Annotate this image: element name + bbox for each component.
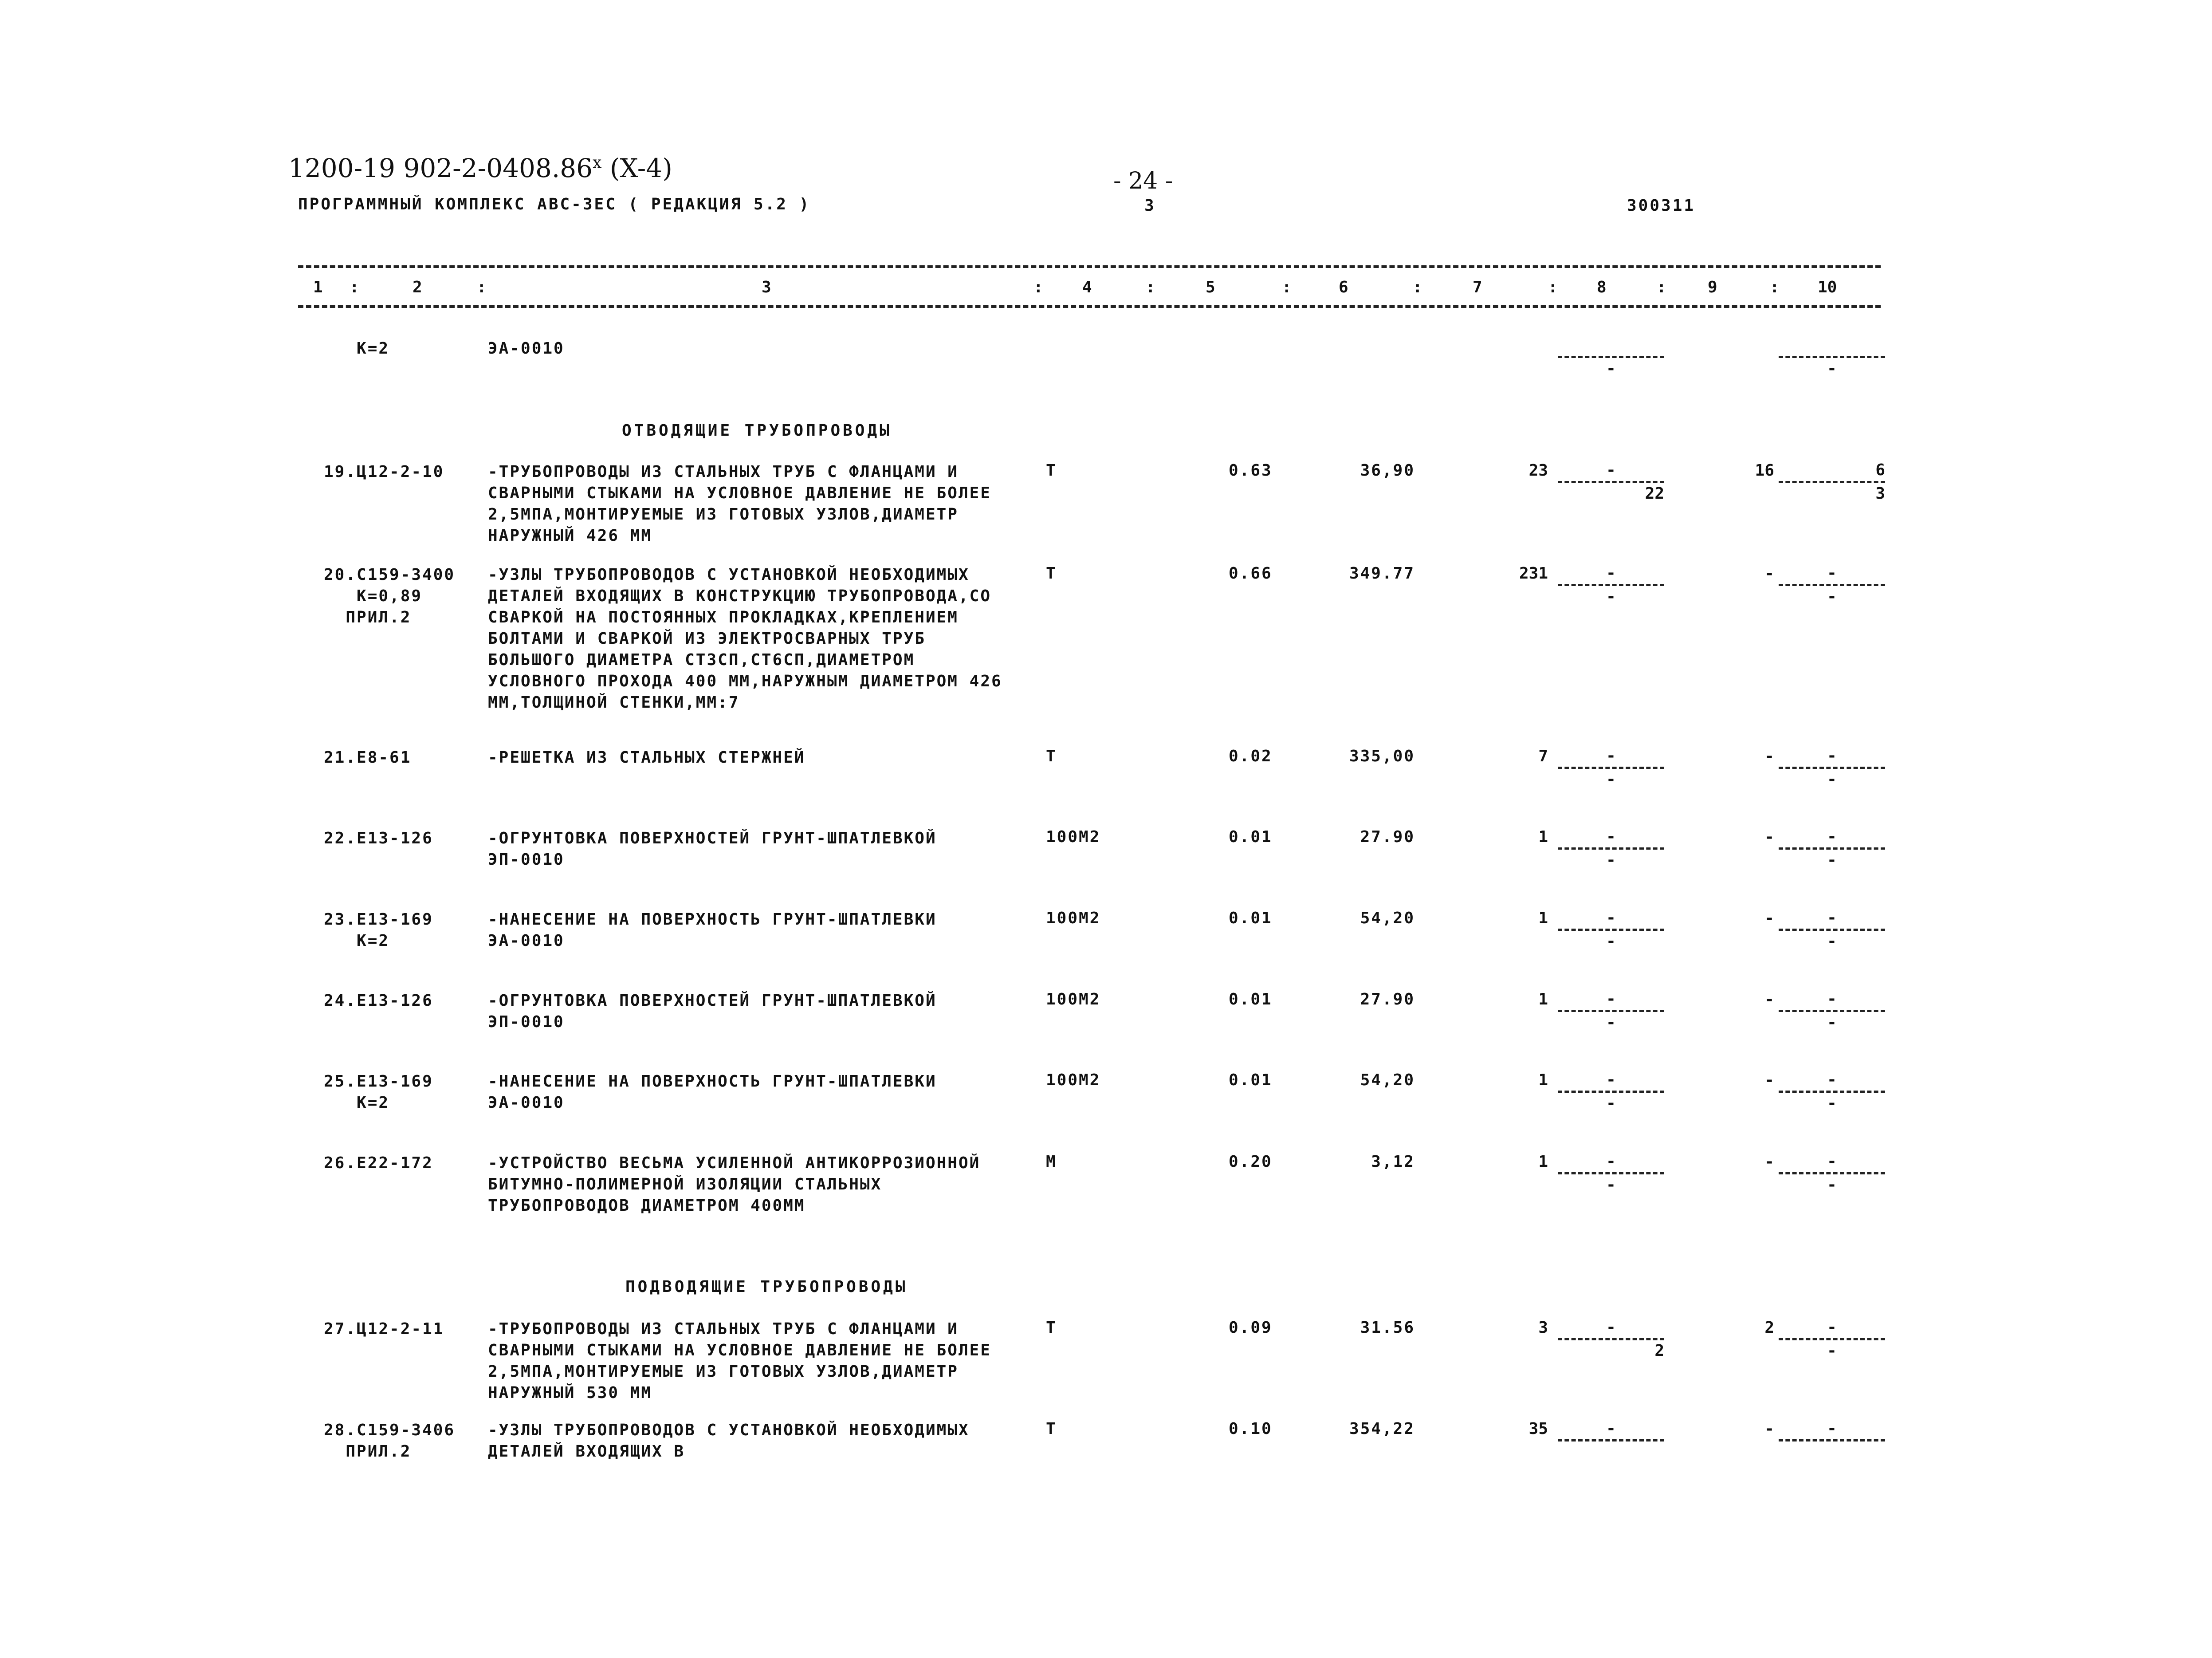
- row-col7: 1: [1538, 1153, 1548, 1171]
- col10-numerator: -: [1827, 1318, 1837, 1336]
- col10-fraction: [1779, 1319, 1885, 1360]
- col10-fraction: [1779, 909, 1885, 950]
- col10-fraction: [1779, 990, 1885, 1032]
- col10-denominator: -: [1827, 1176, 1837, 1194]
- row-description: -ТРУБОПРОВОДЫ ИЗ СТАЛЬНЫХ ТРУБ С ФЛАНЦАМИ И СВАРНЫМИ СТЫКАМИ НА УСЛОВНОЕ ДАВЛЕНИЕ НЕ БОЛЕЕ 2,5МПА,МОНТИРУЕМЫЕ ИЗ ГОТОВЫХ УЗЛОВ,ДИАМЕТР НАРУЖНЫЙ 426 ММ: [488, 463, 991, 545]
- col10-numerator: -: [1827, 990, 1837, 1008]
- table-top-rule: [298, 265, 1881, 268]
- row-col7: 1: [1538, 828, 1548, 846]
- row-code: 28.С159-3406 ПРИЛ.2: [324, 1421, 456, 1461]
- col10-fraction: [1779, 461, 1885, 503]
- col10-fraction: [1779, 336, 1885, 378]
- col8-numerator: -: [1606, 1318, 1616, 1336]
- row-description: -НАНЕСЕНИЕ НА ПОВЕРХНОСТЬ ГРУНТ-ШПАТЛЕВКИ ЭА-0010: [488, 1072, 937, 1112]
- row-quantity: 0.20: [1229, 1153, 1273, 1171]
- col-header-5: 5: [1206, 278, 1215, 296]
- table-header-rule: [298, 305, 1881, 308]
- page-number: - 24 -: [1113, 168, 1173, 194]
- row-quantity: 0.01: [1229, 990, 1273, 1008]
- col8-fraction: [1558, 1319, 1664, 1360]
- col8-numerator: -: [1606, 461, 1616, 479]
- col10-numerator: -: [1827, 909, 1837, 927]
- col-separator: :: [1282, 278, 1292, 296]
- col8-numerator: -: [1606, 747, 1616, 765]
- row-unit: 100М2: [1046, 990, 1101, 1008]
- col8-fraction: [1558, 909, 1664, 950]
- row-description: -ОГРУНТОВКА ПОВЕРХНОСТЕЙ ГРУНТ-ШПАТЛЕВКОЙ ЭП-0010: [488, 992, 937, 1031]
- row-col9: -: [1764, 828, 1774, 846]
- row-price: 31.56: [1360, 1319, 1415, 1337]
- row-col7: 23: [1528, 461, 1548, 480]
- col10-denominator: [1779, 1443, 1885, 1461]
- col8-numerator: -: [1606, 909, 1616, 927]
- row-description: -РЕШЕТКА ИЗ СТАЛЬНЫХ СТЕРЖНЕЙ: [488, 748, 805, 767]
- col-separator: :: [1548, 278, 1558, 296]
- program-title: ПРОГРАММНЫЙ КОМПЛЕКС АВС-3ЕС ( РЕДАКЦИЯ 5.2 ): [298, 195, 811, 213]
- page-subnumber: 3: [1144, 197, 1154, 215]
- col-header-7: 7: [1473, 278, 1482, 296]
- col8-fraction: [1558, 747, 1664, 788]
- row-description: -УЗЛЫ ТРУБОПРОВОДОВ С УСТАНОВКОЙ НЕОБХОДИМЫХ ДЕТАЛЕЙ ВХОДЯЩИХ В КОНСТРУКЦИЮ ТРУБОПРОВОДА,СО СВАРКОЙ НА ПОСТОЯННЫХ ПРОКЛАДКАХ,КРЕПЛЕНИЕМ БОЛТАМИ И СВАРКОЙ ИЗ ЭЛЕКТРОСВАРНЫХ ТРУБ БОЛЬШОГО ДИАМЕТРА СТ3СП,СТ6СП,ДИАМЕТРОМ УСЛОВНОГО ПРОХОДА 400 ММ,НАРУЖНЫМ ДИАМЕТРОМ 426 ММ,ТОЛЩИНОЙ СТЕНКИ,ММ:7: [488, 566, 1002, 712]
- row-col7: 35: [1528, 1420, 1548, 1438]
- row-unit: Т: [1046, 564, 1057, 583]
- row-col7: 1: [1538, 1071, 1548, 1089]
- row-price: 54,20: [1360, 1071, 1415, 1089]
- row-col9: -: [1764, 1420, 1774, 1438]
- row-code: 22.Е13-126: [324, 829, 433, 847]
- col8-denominator: -: [1606, 587, 1616, 606]
- doc-ref-superscript: х: [593, 154, 602, 172]
- row-col7: 1: [1538, 909, 1548, 927]
- row-quantity: 0.63: [1229, 461, 1273, 480]
- col8-fraction: [1558, 1420, 1664, 1461]
- col10-numerator: -: [1827, 747, 1837, 765]
- row-unit: М: [1046, 1153, 1057, 1171]
- col8-fraction: [1558, 564, 1664, 606]
- row-col7: 231: [1519, 564, 1548, 583]
- col8-denominator: 2: [1654, 1342, 1664, 1360]
- col8-fraction: [1558, 1153, 1664, 1194]
- row-code: 26.Е22-172: [324, 1154, 433, 1172]
- row-col9: -: [1764, 909, 1774, 927]
- doc-ref-suffix: (X-4): [609, 153, 672, 183]
- row-description: ЭА-0010: [488, 339, 565, 358]
- row-quantity: 0.01: [1229, 1071, 1273, 1089]
- row-quantity: 0.02: [1229, 747, 1273, 765]
- section-heading-outlet-pipelines: ОТВОДЯЩИЕ ТРУБОПРОВОДЫ: [622, 421, 892, 440]
- col8-denominator: -: [1606, 851, 1616, 869]
- row-col9: -: [1764, 564, 1774, 583]
- col8-denominator: -: [1606, 770, 1616, 788]
- row-unit: 100М2: [1046, 1071, 1101, 1089]
- col-separator: :: [1033, 278, 1043, 296]
- col-header-9: 9: [1708, 278, 1717, 296]
- row-col9: 16: [1755, 461, 1774, 480]
- row-code: 24.Е13-126: [324, 992, 433, 1010]
- col10-fraction: [1779, 828, 1885, 869]
- col8-denominator: -: [1606, 359, 1616, 378]
- row-code: 23.Е13-169 К=2: [324, 910, 433, 950]
- row-quantity: 0.10: [1229, 1420, 1273, 1438]
- col10-denominator: -: [1827, 359, 1837, 378]
- col10-numerator: -: [1827, 564, 1837, 582]
- col-separator: :: [1657, 278, 1666, 296]
- col10-denominator: -: [1827, 1342, 1837, 1360]
- col-header-4: 4: [1082, 278, 1092, 296]
- col8-numerator: -: [1606, 1152, 1616, 1170]
- row-col9: 2: [1764, 1319, 1774, 1337]
- row-unit: 100М2: [1046, 828, 1101, 846]
- col10-fraction: [1779, 564, 1885, 606]
- document-reference: [288, 153, 672, 183]
- row-description: -УСТРОЙСТВО ВЕСЬМА УСИЛЕННОЙ АНТИКОРРОЗИОННОЙ БИТУМНО-ПОЛИМЕРНОЙ ИЗОЛЯЦИИ СТАЛЬНЫХ ТРУБОПРОВОДОВ ДИАМЕТРОМ 400ММ: [488, 1154, 981, 1215]
- row-col7: 7: [1538, 747, 1548, 765]
- col10-numerator: -: [1827, 1419, 1837, 1437]
- col-header-1: 1: [313, 278, 323, 296]
- col8-numerator: -: [1606, 564, 1616, 582]
- col8-denominator: -: [1606, 1013, 1616, 1032]
- col10-fraction: [1779, 1071, 1885, 1112]
- section-heading-inlet-pipelines: ПОДВОДЯЩИЕ ТРУБОПРОВОДЫ: [625, 1278, 908, 1296]
- document-code: 300311: [1627, 197, 1696, 215]
- col10-fraction: [1779, 747, 1885, 788]
- row-col9: -: [1764, 747, 1774, 765]
- col-header-10: 10: [1818, 278, 1837, 296]
- col10-denominator: 3: [1875, 484, 1885, 503]
- col8-numerator: -: [1606, 1071, 1616, 1089]
- col-separator: :: [477, 278, 487, 296]
- row-col7: 3: [1538, 1319, 1548, 1337]
- col8-numerator: -: [1606, 827, 1616, 846]
- row-price: 3,12: [1371, 1153, 1415, 1171]
- row-col9: -: [1764, 1071, 1774, 1089]
- row-unit: Т: [1046, 747, 1057, 765]
- row-description: -ТРУБОПРОВОДЫ ИЗ СТАЛЬНЫХ ТРУБ С ФЛАНЦАМИ И СВАРНЫМИ СТЫКАМИ НА УСЛОВНОЕ ДАВЛЕНИЕ НЕ БОЛЕЕ 2,5МПА,МОНТИРУЕМЫЕ ИЗ ГОТОВЫХ УЗЛОВ,ДИАМЕТР НАРУЖНЫЙ 530 ММ: [488, 1320, 991, 1402]
- col8-fraction: [1558, 461, 1664, 503]
- col10-fraction: [1779, 1420, 1885, 1461]
- row-price: 27.90: [1360, 990, 1415, 1008]
- col10-denominator: -: [1827, 851, 1837, 869]
- col8-numerator: -: [1606, 990, 1616, 1008]
- doc-ref-text: 1200-19 902-2-0408.86: [288, 153, 593, 183]
- col10-numerator: -: [1827, 1071, 1837, 1089]
- row-price: 335,00: [1349, 747, 1415, 765]
- col-separator: :: [1770, 278, 1780, 296]
- row-quantity: 0.01: [1229, 828, 1273, 846]
- col-separator: :: [350, 278, 359, 296]
- col8-fraction: [1558, 828, 1664, 869]
- row-unit: Т: [1046, 1319, 1057, 1337]
- row-code: 20.С159-3400 К=0,89 ПРИЛ.2: [324, 566, 456, 626]
- row-code: 27.Ц12-2-11: [324, 1320, 444, 1338]
- row-price: 54,20: [1360, 909, 1415, 927]
- row-description: -УЗЛЫ ТРУБОПРОВОДОВ С УСТАНОВКОЙ НЕОБХОДИМЫХ ДЕТАЛЕЙ ВХОДЯЩИХ В: [488, 1421, 970, 1461]
- col-header-8: 8: [1597, 278, 1607, 296]
- col8-denominator: -: [1606, 1176, 1616, 1194]
- col8-numerator: [1558, 336, 1664, 354]
- col-separator: :: [1413, 278, 1422, 296]
- col8-denominator: -: [1606, 932, 1616, 950]
- col10-denominator: -: [1827, 932, 1837, 950]
- row-col7: 1: [1538, 990, 1548, 1008]
- col8-numerator: -: [1606, 1419, 1616, 1437]
- row-col9: -: [1764, 990, 1774, 1008]
- col8-fraction: [1558, 1071, 1664, 1112]
- row-code: 19.Ц12-2-10: [324, 463, 444, 481]
- row-price: 354,22: [1349, 1420, 1415, 1438]
- row-code: К=2: [324, 339, 390, 358]
- col8-fraction: [1558, 990, 1664, 1032]
- row-unit: 100М2: [1046, 909, 1101, 927]
- col8-denominator: [1558, 1443, 1664, 1461]
- col8-denominator: -: [1606, 1094, 1616, 1112]
- col-header-2: 2: [413, 278, 422, 296]
- row-code: 25.Е13-169 К=2: [324, 1072, 433, 1112]
- col8-denominator: 22: [1645, 484, 1664, 503]
- col10-numerator: -: [1827, 1152, 1837, 1170]
- row-price: 36,90: [1360, 461, 1415, 480]
- row-unit: Т: [1046, 1420, 1057, 1438]
- row-price: 349.77: [1349, 564, 1415, 583]
- row-quantity: 0.09: [1229, 1319, 1273, 1337]
- row-col9: -: [1764, 1153, 1774, 1171]
- col10-denominator: -: [1827, 770, 1837, 788]
- row-description: -НАНЕСЕНИЕ НА ПОВЕРХНОСТЬ ГРУНТ-ШПАТЛЕВКИ ЭА-0010: [488, 910, 937, 950]
- col10-denominator: -: [1827, 1013, 1837, 1032]
- row-description: -ОГРУНТОВКА ПОВЕРХНОСТЕЙ ГРУНТ-ШПАТЛЕВКОЙ ЭП-0010: [488, 829, 937, 869]
- col10-denominator: -: [1827, 587, 1837, 606]
- col-separator: :: [1146, 278, 1155, 296]
- col-header-6: 6: [1339, 278, 1348, 296]
- col-header-3: 3: [762, 278, 771, 296]
- col8-fraction: [1558, 336, 1664, 378]
- col10-fraction: [1779, 1153, 1885, 1194]
- row-price: 27.90: [1360, 828, 1415, 846]
- col10-numerator: [1779, 336, 1885, 354]
- row-quantity: 0.01: [1229, 909, 1273, 927]
- row-code: 21.Е8-61: [324, 748, 412, 767]
- col10-numerator: 6: [1875, 461, 1885, 479]
- row-unit: Т: [1046, 461, 1057, 480]
- col10-denominator: -: [1827, 1094, 1837, 1112]
- row-quantity: 0.66: [1229, 564, 1273, 583]
- col10-numerator: -: [1827, 827, 1837, 846]
